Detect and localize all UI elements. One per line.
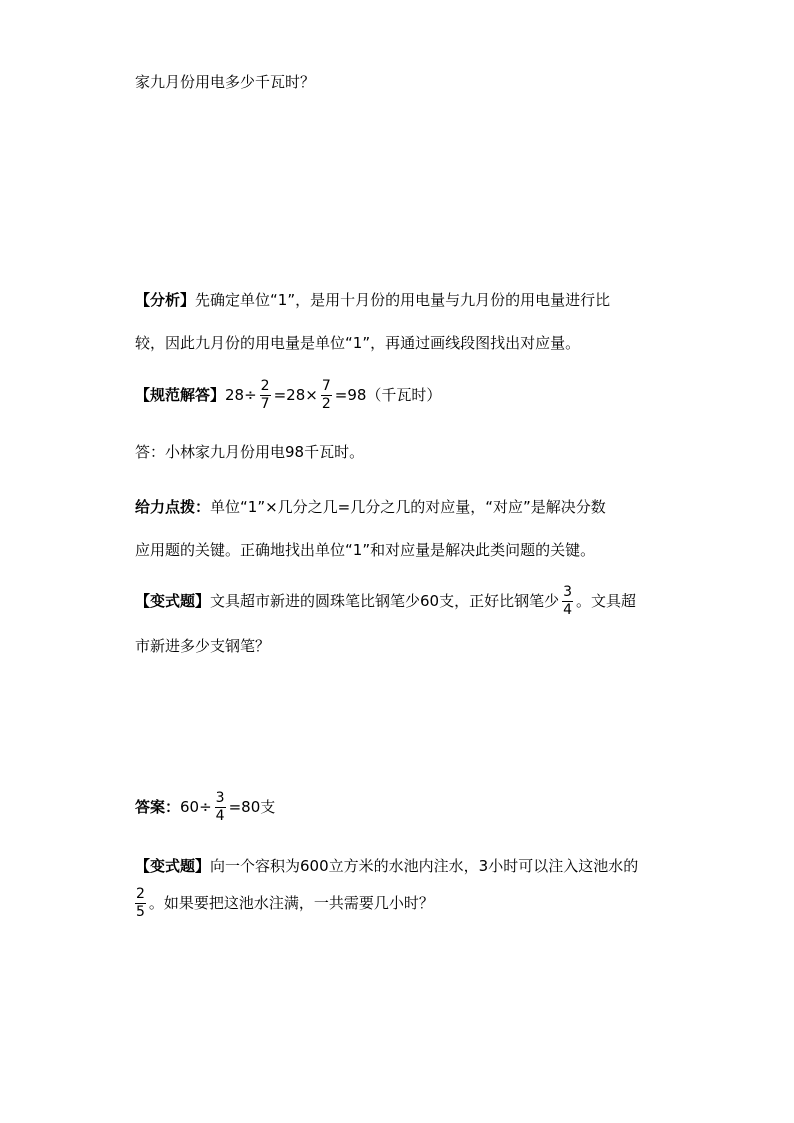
fraction-denominator: 4	[563, 602, 573, 618]
fraction-denominator: 4	[215, 808, 225, 824]
variant-1-line-2: 市新进多少支钢笔？	[135, 637, 271, 655]
solution-line	[135, 378, 441, 412]
solution-part-b: =28×	[273, 386, 318, 404]
fraction-denominator: 5	[136, 904, 145, 920]
fraction-numerator: 3	[563, 584, 573, 600]
fraction-numerator: 3	[215, 790, 225, 806]
answer-2-part-b: =80支	[228, 798, 276, 816]
answer-2-line	[135, 790, 275, 824]
answer-1: 答：小林家九月份用电98千瓦时。	[135, 443, 365, 461]
solution-label: 【规范解答】	[135, 386, 226, 404]
fraction-numerator: 2	[260, 378, 270, 394]
tip-label: 给力点拨：	[135, 498, 211, 516]
variant-1-line-1	[135, 584, 636, 618]
analysis-text-1: 先确定单位“1”，是用十月份的用电量与九月份的用电量进行比	[195, 291, 611, 309]
variant-1-text-1a: 文具超市新进的圆珠笔比钢笔少60支，正好比钢笔少	[210, 592, 560, 610]
tip-line-2: 应用题的关键。正确地找出单位“1”和对应量是解决此类问题的关键。	[135, 541, 596, 559]
analysis-label: 【分析】	[135, 291, 196, 309]
analysis-line-1	[135, 290, 610, 310]
fraction-2-5	[135, 887, 146, 920]
fraction-denominator: 2	[321, 396, 331, 412]
variant-1-label: 【变式题】	[135, 592, 211, 610]
variant-2-line-2	[135, 886, 434, 920]
variant-2-label: 【变式题】	[135, 857, 211, 875]
solution-part-a: 28÷	[225, 386, 257, 404]
fraction-7-2	[321, 379, 332, 412]
fraction-numerator: 2	[136, 886, 145, 902]
fraction-3-4	[562, 585, 573, 618]
variant-1-text-1b: 。文具超	[576, 592, 637, 610]
variant-2-line-1	[135, 856, 638, 876]
tip-text-1: 单位“1”×几分之几=几分之几的对应量，“对应”是解决分数	[210, 498, 606, 516]
analysis-line-2: 较，因此九月份的用电量是单位“1”，再通过画线段图找出对应量。	[135, 334, 581, 352]
fraction-2-7	[260, 379, 271, 412]
tip-line-1	[135, 497, 606, 517]
solution-part-c: =98（千瓦时）	[334, 386, 442, 404]
variant-2-text-2: 。如果要把这池水注满，一共需要几小时？	[148, 894, 434, 912]
question-tail: 家九月份用电多少千瓦时？	[135, 73, 316, 91]
answer-2-part-a: 60÷	[180, 798, 212, 816]
variant-2-text-1: 向一个容积为600立方米的水池内注水，3小时可以注入这池水的	[210, 857, 639, 875]
fraction-3-4	[215, 791, 226, 824]
fraction-denominator: 7	[260, 396, 270, 412]
answer-2-label: 答案：	[135, 798, 181, 816]
fraction-numerator: 7	[321, 378, 331, 394]
